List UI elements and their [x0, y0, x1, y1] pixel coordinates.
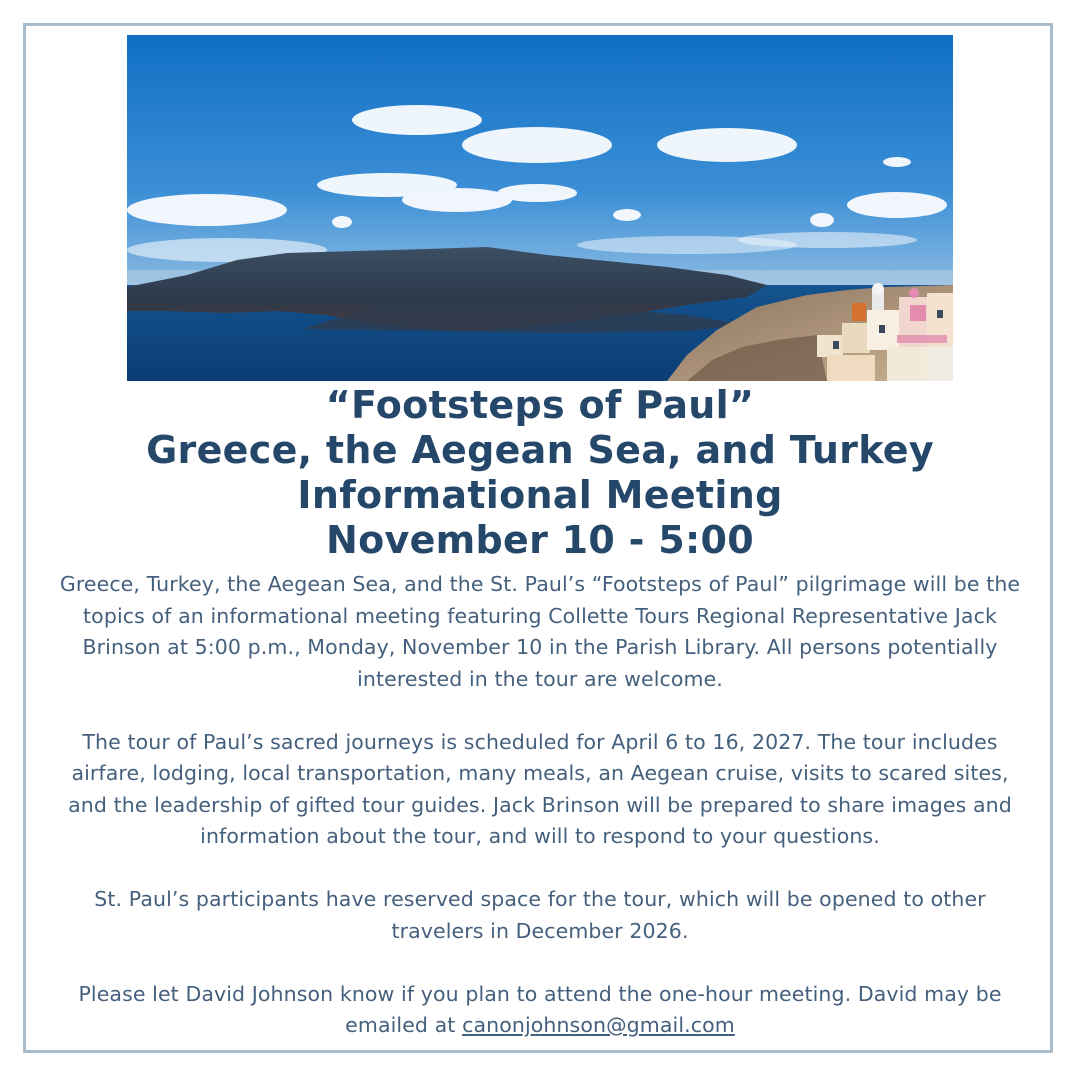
event-heading [60, 383, 1020, 563]
santorini-coastline-photo [127, 35, 953, 381]
email-link[interactable]: canonjohnson@gmail.com [462, 1013, 735, 1037]
meeting-label: Informational Meeting [297, 473, 783, 517]
tour-destinations: Greece, the Aegean Sea, and Turkey [146, 428, 934, 472]
meeting-date-time: November 10 - 5:00 [325, 518, 755, 562]
announcement-body [58, 569, 1022, 1042]
reservation-paragraph: St. Paul’s participants have reserved space for the tour, which will be opened to other travelers in December 2026. [94, 887, 986, 943]
meeting-paragraph: Greece, Turkey, the Aegean Sea, and the St. Paul’s “Footsteps of Paul” pilgrimage will be the topics of an informational meeting featuring Collette Tours Regional Representative Jack Brinson at 5:00 p.m., Monday, November 10 in the Parish Library. All persons potentially interested in the tour are welcome. [59, 572, 1021, 691]
tour-title: “Footsteps of Paul” [325, 383, 755, 427]
contact-text: Please let David Johnson know if you plan to attend the one-hour meeting. David may be emailed at [78, 981, 1002, 1037]
tour-details-paragraph: The tour of Paul’s sacred journeys is scheduled for April 6 to 16, 2027. The tour includes airfare, lodging, local transportation, many meals, an Aegean cruise, visits to scared sites, and the leadership of gifted tour guides. Jack Brinson will be prepared to share images and information about the tour, and will to respond to your questions. [68, 729, 1012, 848]
contact-paragraph [58, 979, 1022, 1042]
